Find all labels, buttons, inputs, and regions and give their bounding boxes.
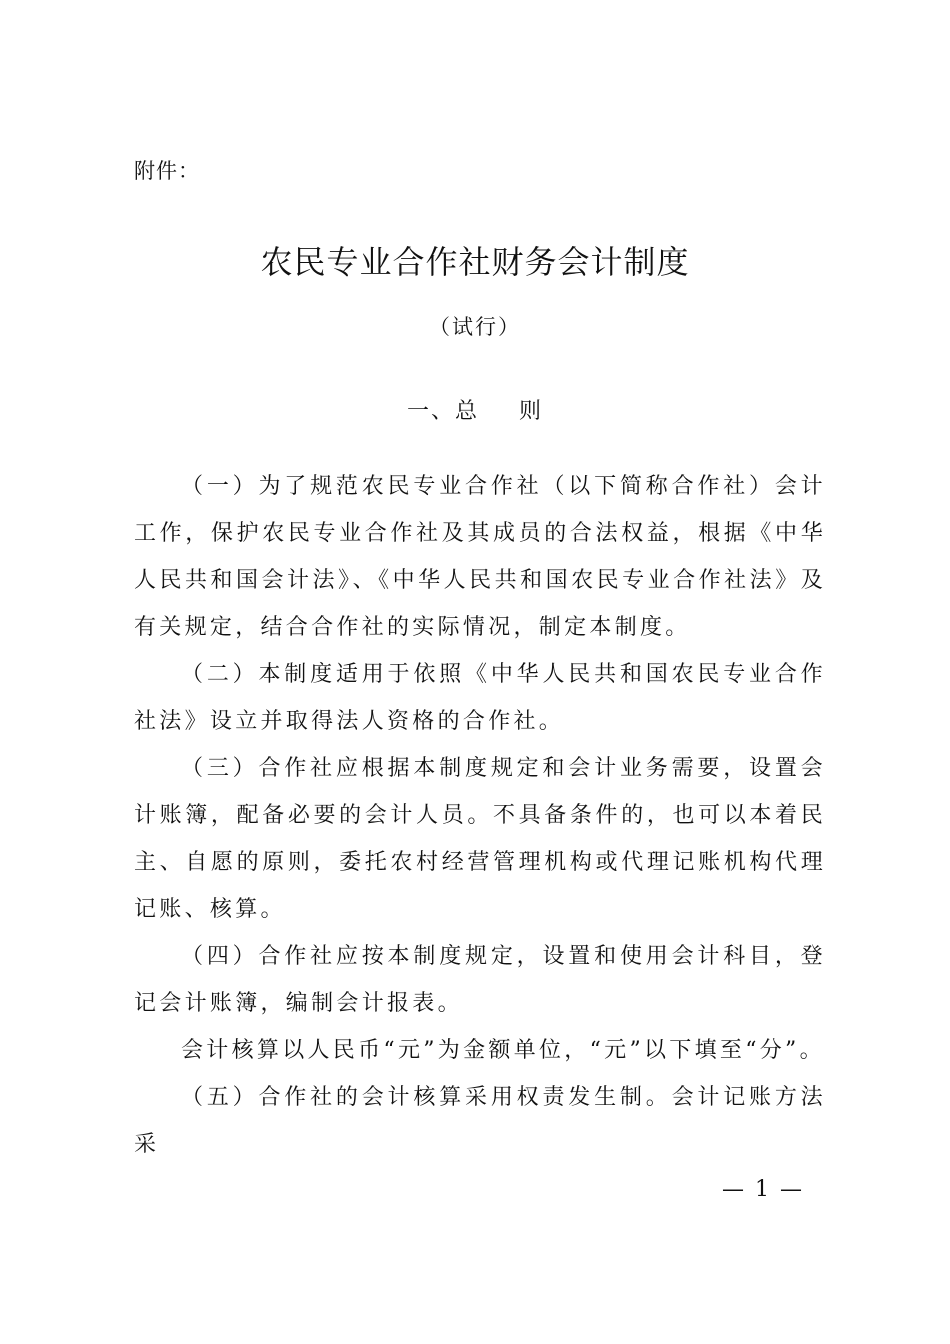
document-body (134, 463, 826, 1168)
paragraph-4: （四）合作社应按本制度规定，设置和使用会计科目，登记会计账簿，编制会计报表。 (134, 944, 826, 1016)
attachment-label: 附件： (134, 159, 200, 183)
document-subtitle: （试行） (429, 315, 521, 339)
paragraph-6: （五）合作社的会计核算采用权责发生制。会计记账方法采 (134, 1085, 826, 1157)
paragraph-5: 会计核算以人民币“元”为金额单位，“元”以下填至“分”。 (181, 1038, 825, 1063)
paragraph-2: （二）本制度适用于依照《中华人民共和国农民专业合作社法》设立并取得法人资格的合作社。 (134, 662, 826, 734)
paragraph-3: （三）合作社应根据本制度规定和会计业务需要，设置会计账簿，配备必要的会计人员。不具备条件的，也可以本着民主、自愿的原则，委托农村经营管理机构或代理记账机构代理记账、核算。 (134, 756, 826, 922)
paragraph-1: （一）为了规范农民专业合作社（以下简称合作社）会计工作，保护农民专业合作社及其成员的合法权益，根据《中华人民共和国会计法》、《中华人民共和国农民专业合作社法》及有关规定，结合合作社的实际情况，制定本制度。 (134, 474, 826, 640)
section-number: 一、总 (406, 399, 479, 424)
section-heading (0, 396, 950, 428)
section-title: 则 (519, 399, 544, 424)
document-title: 农民专业合作社财务会计制度 (260, 243, 690, 281)
page-number: — 1 — (722, 1177, 804, 1202)
